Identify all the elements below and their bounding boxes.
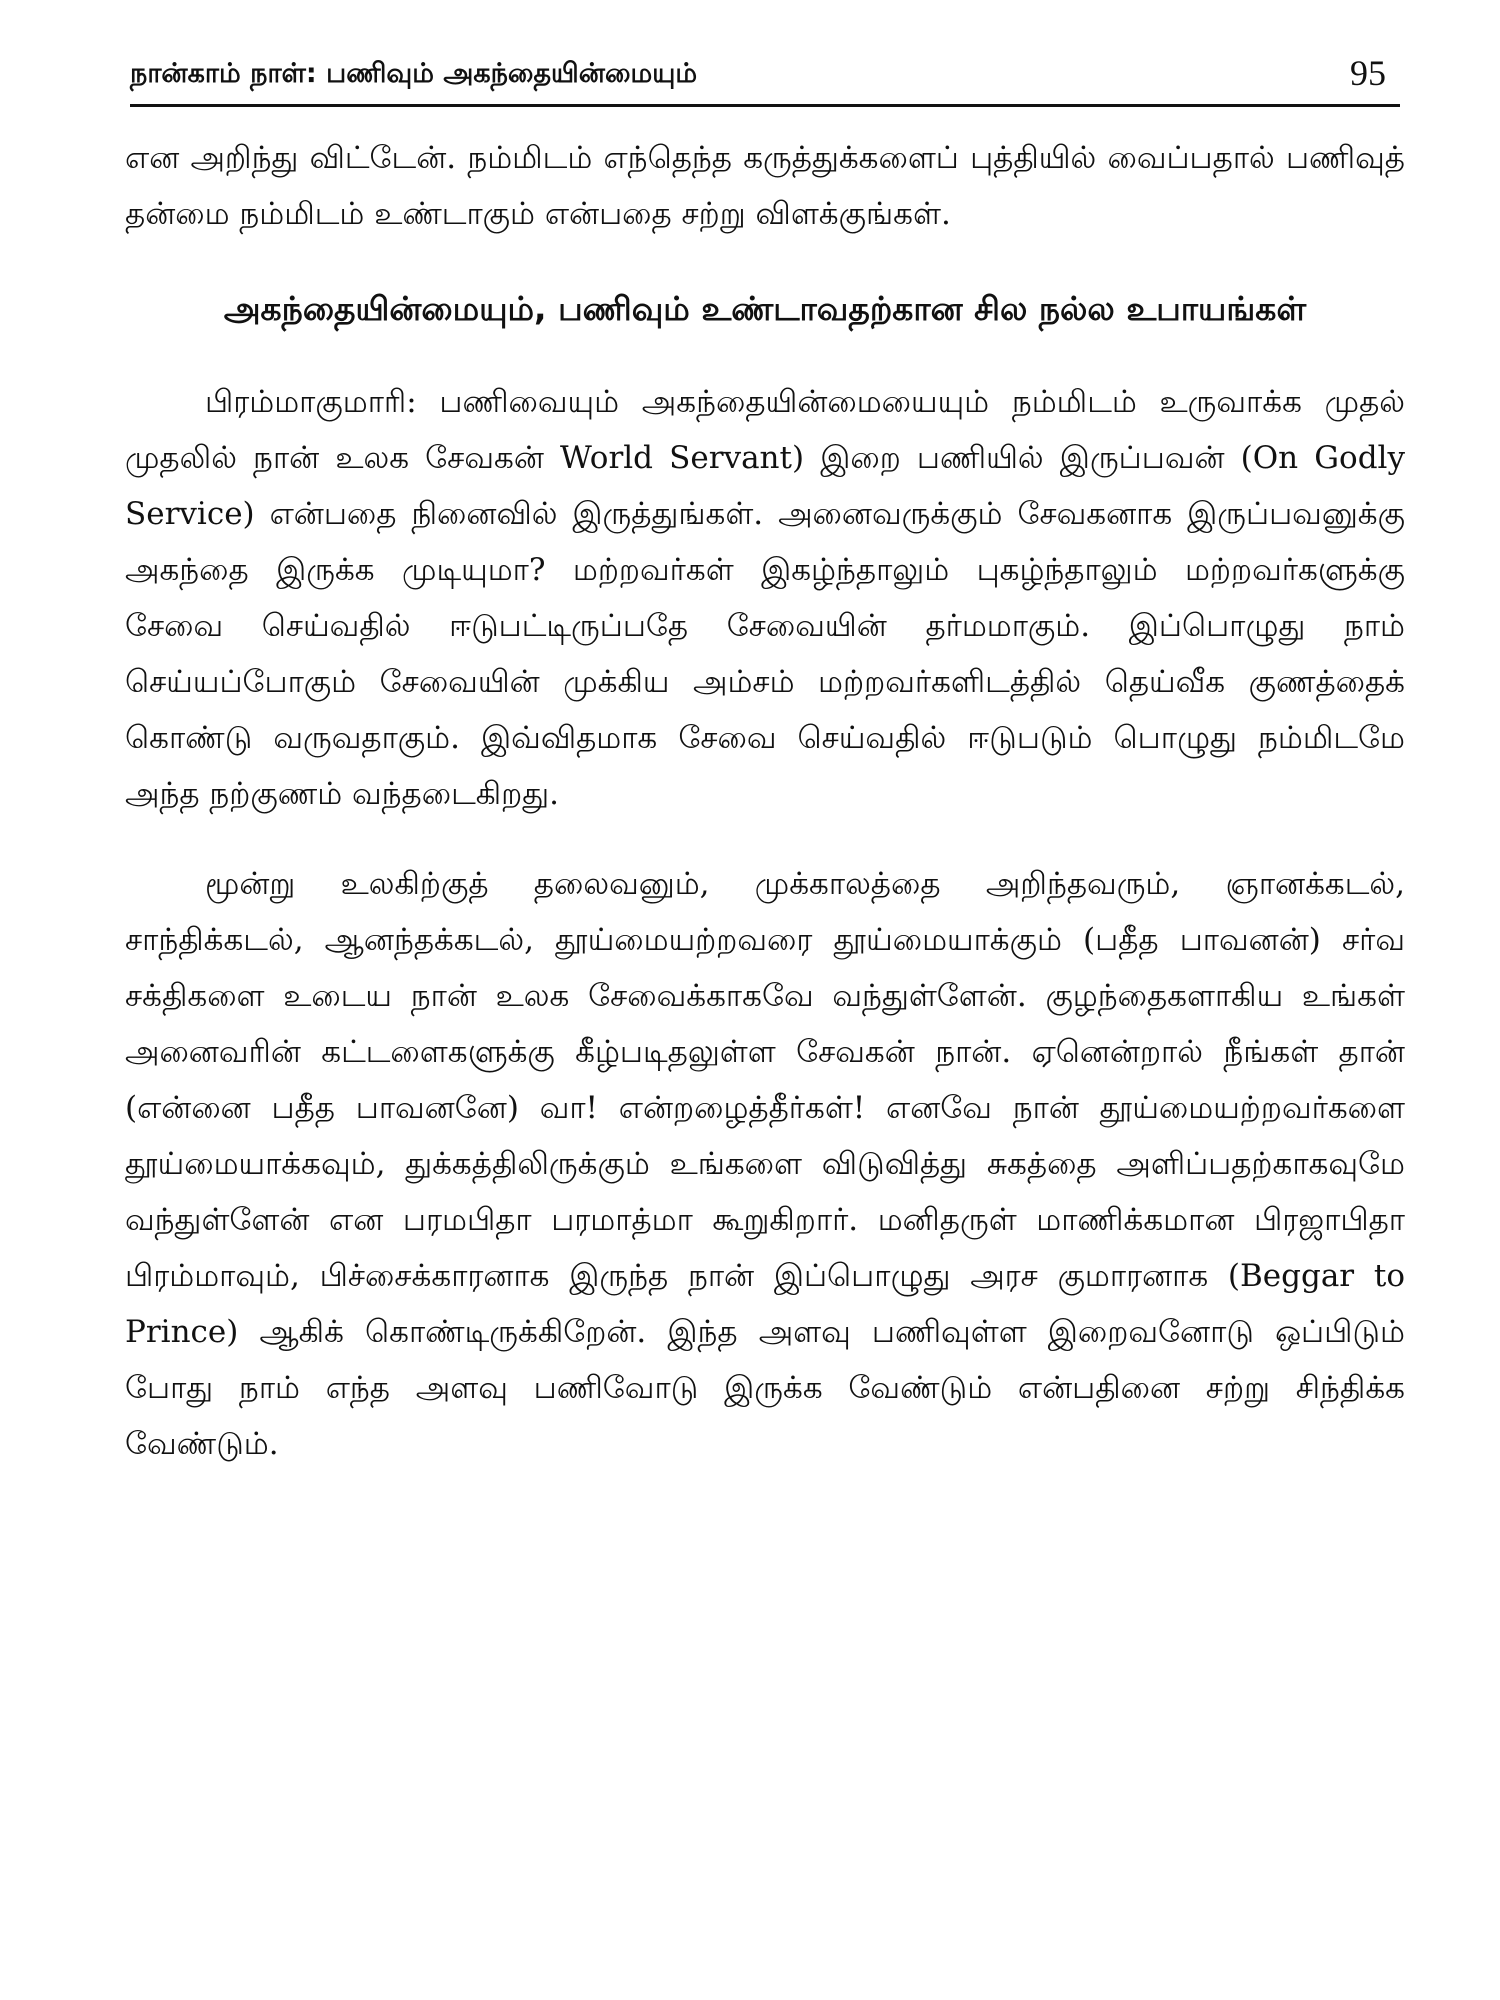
section-heading: அகந்தையின்மையும், பணிவும் உண்டாவதற்கான சில நல்ல உபாயங்கள் (223, 289, 1307, 328)
spacer (125, 242, 1405, 278)
continuation-paragraph: என அறிந்து விட்டேன். நம்மிடம் எந்தெந்த கருத்துக்களைப் புத்தியில் வைப்பதால் பணிவுத் தன்மை நம்மிடம் உண்டாகும் என்பதை சற்று விளக்குங்கள். (125, 140, 1405, 232)
page-number: 95 (1350, 53, 1386, 93)
running-title: நான்காம் நாள்: பணிவும் அகந்தையின்மையும் (130, 58, 698, 89)
running-header (130, 52, 1400, 107)
page-body (125, 130, 1405, 1472)
paragraph-1: பிரம்மாகுமாரி: பணிவையும் அகந்தையின்மையையும் நம்மிடம் உருவாக்க முதல் முதலில் நான் உலக சேவகன் World Servant) இறை பணியில் இருப்பவன் (On Godly Service) என்பதை நினைவில் இருத்துங்கள். அனைவருக்கும் சேவகனாக இருப்பவனுக்கு அகந்தை இருக்க முடியுமா? மற்றவர்கள் இகழ்ந்தாலும் புகழ்ந்தாலும் மற்றவர்களுக்கு சேவை செய்வதில் ஈடுபட்டிருப்பதே சேவையின் தர்மமாகும். இப்பொழுது நாம் செய்யப்போகும் சேவையின் முக்கிய அம்சம் மற்றவர்களிடத்தில் தெய்வீக குணத்தைக் கொண்டு வருவதாகும். இவ்விதமாக சேவை செய்வதில் ஈடுபடும் பொழுது நம்மிடமே அந்த நற்குணம் வந்தடைகிறது. (125, 384, 1405, 812)
spacer (125, 340, 1405, 374)
paragraph-2: மூன்று உலகிற்குத் தலைவனும், முக்காலத்தை அறிந்தவரும், ஞானக்கடல், சாந்திக்கடல், ஆனந்தக்கடல், தூய்மையற்றவரை தூய்மையாக்கும் (பதீத பாவனன்) சர்வ சக்திகளை உடைய நான் உலக சேவைக்காகவே வந்துள்ளேன். குழந்தைகளாகிய உங்கள் அனைவரின் கட்டளைகளுக்கு கீழ்படிதலுள்ள சேவகன் நான். ஏனென்றால் நீங்கள் தான் (என்னை பதீத பாவனனே) வா! என்றழைத்தீர்கள்! எனவே நான் தூய்மையற்றவர்களை தூய்மையாக்கவும், துக்கத்திலிருக்கும் உங்களை விடுவித்து சுகத்தை அளிப்பதற்காகவுமே வந்துள்ளேன் என பரமபிதா பரமாத்மா கூறுகிறார். மனிதருள் மாணிக்கமான பிரஜாபிதா பிரம்மாவும், பிச்சைக்காரனாக இருந்த நான் இப்பொழுது அரச குமாரனாக (Beggar to Prince) ஆகிக் கொண்டிருக்கிறேன். இந்த அளவு பணிவுள்ள இறைவனோடு ஒப்பிடும் போது நாம் எந்த அளவு பணிவோடு இருக்க வேண்டும் என்பதினை சற்று சிந்திக்க வேண்டும். (125, 866, 1405, 1462)
spacer (125, 822, 1405, 856)
